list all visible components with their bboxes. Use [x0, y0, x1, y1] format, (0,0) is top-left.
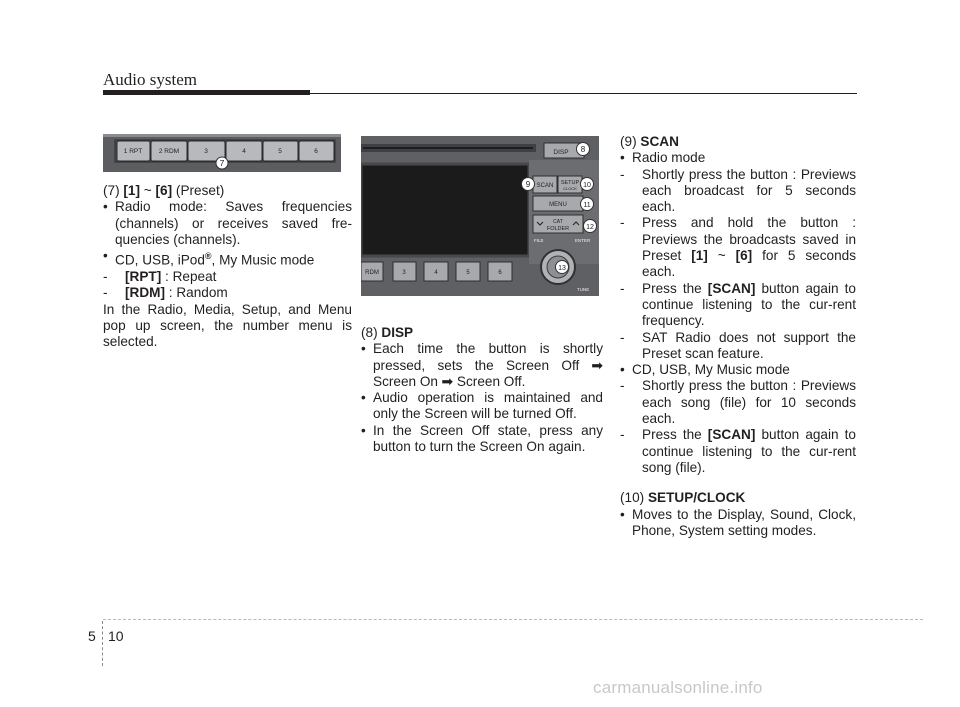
bullet-screen-on: • In the Screen Off state, press any button to turn the Screen On again.: [361, 423, 603, 456]
press-hold-tail: for 5 seconds each.: [642, 248, 856, 280]
bullet-media-mode: [103, 248, 352, 269]
bullet-radio-mode: • Radio mode: Saves frequencies (channels) or receives saved fre-quencies (channels).: [103, 199, 352, 248]
callout-label-8: 8: [580, 145, 586, 154]
toggle-text-c: Screen Off.: [453, 373, 526, 389]
dash-media-press-scan: - Press the [SCAN] button again to continue listening to the cur-rent song (file).: [620, 427, 856, 475]
scan-key-ref: [SCAN]: [707, 280, 756, 296]
rpt-desc: : Repeat: [161, 269, 217, 285]
callout-label-9: 9: [525, 180, 531, 189]
short-press-text: Shortly press the button : Previews each broadcast for 5 seconds each.: [642, 166, 856, 215]
watermark: carmanualsonline.info: [593, 678, 763, 697]
press-tail: button again to continue listening to the cur-rent frequency.: [642, 280, 856, 329]
callout-label-11: 11: [583, 202, 591, 209]
dash-rdm: - [RDM] : Random: [103, 285, 228, 301]
callout-label-10: 10: [583, 182, 591, 189]
scan-key-label: SCAN: [536, 183, 554, 189]
dash-media-short-press: - Shortly press the button : Previews each song (file) for 10 seconds each.: [620, 378, 856, 427]
chapter-number: 5: [88, 628, 96, 644]
menu-key-label: MENU: [549, 202, 567, 208]
callout-label-12: 12: [586, 224, 594, 231]
dash-rpt: - [RPT] : Repeat: [103, 269, 217, 285]
arrow-right-icon: ➟: [591, 357, 603, 373]
column-disp: [361, 325, 603, 455]
heading-text: SCAN: [640, 134, 679, 149]
column-preset: [103, 183, 352, 351]
sat-text: SAT Radio does not support the Preset scan feature.: [642, 329, 856, 361]
heading-text: SETUP/CLOCK: [647, 490, 746, 506]
tilde: ~: [707, 248, 736, 264]
dash-press-hold: - Press and hold the button : Previews the broadcasts saved in Preset [1] ~ [6] for 5 seconds each.: [620, 215, 856, 280]
page-number: 10: [108, 628, 124, 644]
rdm-desc: : Random: [165, 285, 228, 301]
bullet-audio-maintained: • Audio operation is maintained and only the Screen will be turned Off.: [361, 390, 603, 423]
setup-key-label: SETUP: [560, 180, 580, 186]
arrow-right-icon: ➟: [441, 373, 454, 389]
file-label: FILE: [534, 238, 544, 243]
display-screen: [361, 164, 529, 256]
media-text-tail: , My Music mode: [211, 252, 315, 268]
bullet-setup-modes: • Moves to the Display, Sound, Clock, Phone, System setting modes.: [620, 507, 856, 540]
key-1: [1]: [691, 248, 708, 264]
rdm-key: [RDM]: [125, 285, 166, 301]
heading-scan: [620, 134, 856, 150]
heading-text: (Preset): [172, 183, 225, 198]
registered-mark: ®: [204, 251, 212, 262]
press-text: Press the: [642, 280, 708, 296]
rpt-key: [RPT]: [125, 269, 162, 285]
press-hold-text: Press and hold the button : Previews the broadcasts saved in Preset: [642, 215, 856, 264]
preset-label-3: 3: [204, 148, 208, 155]
preset-label-5: 5: [278, 148, 282, 155]
preset-buttons-figure: [103, 134, 341, 172]
preset-paragraph: In the Radio, Media, Setup, and Menu pop up screen, the number menu is selected.: [103, 301, 352, 350]
unit-preset-label-6: 6: [498, 270, 502, 276]
press-tail: button again to continue listening to the cur-rent song (file).: [642, 427, 856, 475]
disp-key-label: DISP: [553, 149, 569, 156]
callout-label-7: 7: [219, 158, 225, 168]
page-header-title: Audio system: [103, 70, 197, 89]
heading-number: (10): [620, 490, 648, 506]
dash-short-press: - Shortly press the button : Previews each broadcast for 5 seconds each.: [620, 166, 856, 215]
header-rule-thick: [103, 90, 310, 95]
setup-key-sublabel: CLOCK: [563, 186, 577, 191]
toggle-text-b: Screen On: [373, 373, 442, 389]
key-1: [1]: [123, 183, 141, 198]
heading-number: (8): [361, 325, 382, 340]
footer-rule: [103, 619, 923, 620]
heading-preset: [103, 183, 352, 199]
media-short-press-text: Shortly press the button : Previews each song (file) for 10 seconds each.: [642, 378, 856, 427]
footer-divider: [102, 621, 103, 666]
tilde: ~: [140, 183, 156, 198]
heading-disp: [361, 325, 603, 341]
preset-label-1: 1 RPT: [123, 148, 143, 155]
column-scan-setup: [620, 134, 856, 539]
cat-key-label: CAT: [553, 219, 563, 225]
unit-preset-label-4: 4: [434, 270, 438, 276]
preset-label-2: 2 RDM: [158, 148, 180, 155]
toggle-text-a: Each time the button is shortly pressed, sets the Screen Off: [373, 341, 603, 373]
tune-label: TUNE: [577, 287, 590, 292]
heading-setup-clock: [620, 490, 856, 506]
key-6: [6]: [735, 248, 753, 264]
unit-preset-label-5: 5: [466, 270, 470, 276]
enter-label: ENTER: [575, 238, 591, 243]
dash-sat-radio: - SAT Radio does not support the Preset scan feature.: [620, 329, 856, 361]
bullet-screen-toggle: [361, 341, 603, 390]
head-unit-figure: [361, 136, 599, 296]
media-text: CD, USB, iPod: [115, 252, 205, 268]
scan-key-ref: [SCAN]: [707, 427, 756, 443]
bullet-media-mode: • CD, USB, My Music mode: [620, 362, 856, 378]
heading-text: DISP: [381, 325, 414, 340]
unit-preset-label-3: 3: [402, 270, 406, 276]
preset-label-6: 6: [314, 148, 318, 155]
preset-label-4: 4: [242, 148, 246, 155]
press-text: Press the: [642, 427, 708, 443]
dash-press-scan-again: - Press the [SCAN] button again to continue listening to the cur-rent frequency.: [620, 280, 856, 329]
header-rule-thin: [310, 93, 857, 94]
unit-preset-label-rdm: RDM: [365, 270, 379, 276]
bullet-radio-mode: • Radio mode: [620, 150, 856, 166]
heading-number: (7): [103, 183, 124, 198]
callout-label-13: 13: [558, 265, 566, 272]
heading-number: (9): [620, 134, 641, 149]
folder-key-label: FOLDER: [546, 226, 570, 232]
key-6: [6]: [155, 183, 173, 198]
